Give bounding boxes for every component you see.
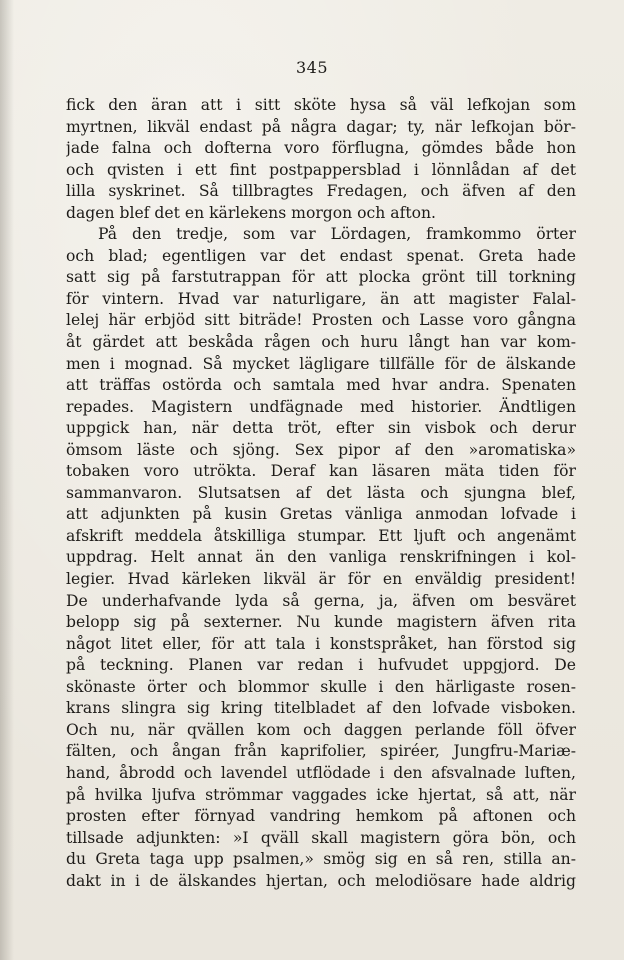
text-line: dakt in i de älskandes hjertan, och melodiösare hade aldrig bbox=[66, 871, 576, 890]
text-line: dagen blef det en kärlekens morgon och afton. bbox=[66, 203, 437, 222]
text-line: på teckning. Planen var redan i hufvudet uppgjord. De bbox=[66, 656, 576, 675]
text-line: ömsom läste och sjöng. Sex pipor af den »aromatiska» bbox=[66, 440, 576, 459]
text-line: lelej här erbjöd sitt biträde! Prosten och Lasse voro gångna bbox=[66, 311, 576, 330]
text-line: lilla syskrinet. Så tillbragtes Fredagen, och äfven af den bbox=[66, 182, 576, 201]
text-line: legier. Hvad kärleken likväl är för en enväldig president! bbox=[66, 570, 576, 589]
text-line: på hvilka ljufva strömmar vaggades icke hjertat, så att, när bbox=[66, 785, 576, 804]
text-line: hand, åbrodd och lavendel utflödade i den afsvalnade luften, bbox=[66, 763, 576, 782]
text-line: fälten, och ångan från kaprifolier, spiréer, Jungfru-Mariæ- bbox=[66, 742, 576, 761]
text-line: att adjunkten på kusin Gretas vänliga anmodan lofvade i bbox=[66, 505, 576, 524]
page-gutter-shadow bbox=[0, 0, 14, 960]
text-line: uppdrag. Helt annat än den vanliga renskrifningen i kol- bbox=[66, 548, 576, 567]
text-line: tobaken voro utrökta. Deraf kan läsaren mäta tiden för bbox=[66, 462, 576, 481]
text-line: sammanvaron. Slutsatsen af det lästa och sjungna blef, bbox=[66, 483, 576, 502]
text-line: uppgick han, när detta tröt, efter sin visbok och derur bbox=[66, 419, 576, 438]
body-text bbox=[66, 95, 576, 892]
text-line: fick den äran att i sitt sköte hysa så väl lefkojan som bbox=[66, 96, 576, 114]
text-line: och qvisten i ett fint postpappersblad i lönnlådan af det bbox=[66, 160, 576, 179]
text-line: Och nu, när qvällen kom och daggen perlande föll öfver bbox=[66, 720, 576, 739]
text-line: men i mognad. Så mycket lägligare tillfälle för de älskande bbox=[66, 354, 576, 373]
text-line: afskrift meddela åtskilliga stumpar. Ett ljuft och angenämt bbox=[66, 526, 576, 545]
text-line: prosten efter förnyad vandring hemkom på aftonen och bbox=[66, 807, 576, 826]
text-line: tillsade adjunkten: »I qväll skall magistern göra bön, och bbox=[66, 828, 576, 847]
page-number: 345 bbox=[295, 58, 329, 77]
text-line: belopp sig på sexterner. Nu kunde magistern äfven rita bbox=[66, 613, 576, 632]
text-line: myrtnen, likväl endast på några dagar; ty, när lefkojan bör- bbox=[66, 117, 576, 136]
text-line: satt sig på farstutrappan för att plocka grönt till torkning bbox=[66, 268, 576, 287]
text-line: De underhafvande lyda så gerna, ja, äfven om besväret bbox=[66, 591, 576, 610]
text-line: du Greta taga upp psalmen,» smög sig en så ren, stilla an- bbox=[66, 850, 576, 869]
text-line: jade falna och dofterna voro förflugna, gömdes både hon bbox=[66, 139, 576, 158]
text-line: att träffas ostörda och samtala med hvar andra. Spenaten bbox=[66, 376, 576, 395]
text-line: repades. Magistern undfägnade med historier. Ändtligen bbox=[66, 397, 576, 416]
text-line: krans slingra sig kring titelbladet af den lofvade visboken. bbox=[66, 699, 576, 718]
text-line: skönaste örter och blommor skulle i den härligaste rosen- bbox=[66, 677, 576, 696]
text-line: något litet eller, för att tala i konstspråket, han förstod sig bbox=[66, 634, 576, 653]
text-line: och blad; egentligen var det endast spenat. Greta hade bbox=[66, 246, 576, 265]
paragraph-start-line: På den tredje, som var Lördagen, framkommo örter bbox=[98, 225, 576, 244]
text-line: åt gärdet att beskåda rågen och huru långt han var kom- bbox=[66, 333, 576, 352]
text-line: för vintern. Hvad var naturligare, än att magister Falal- bbox=[66, 289, 576, 308]
